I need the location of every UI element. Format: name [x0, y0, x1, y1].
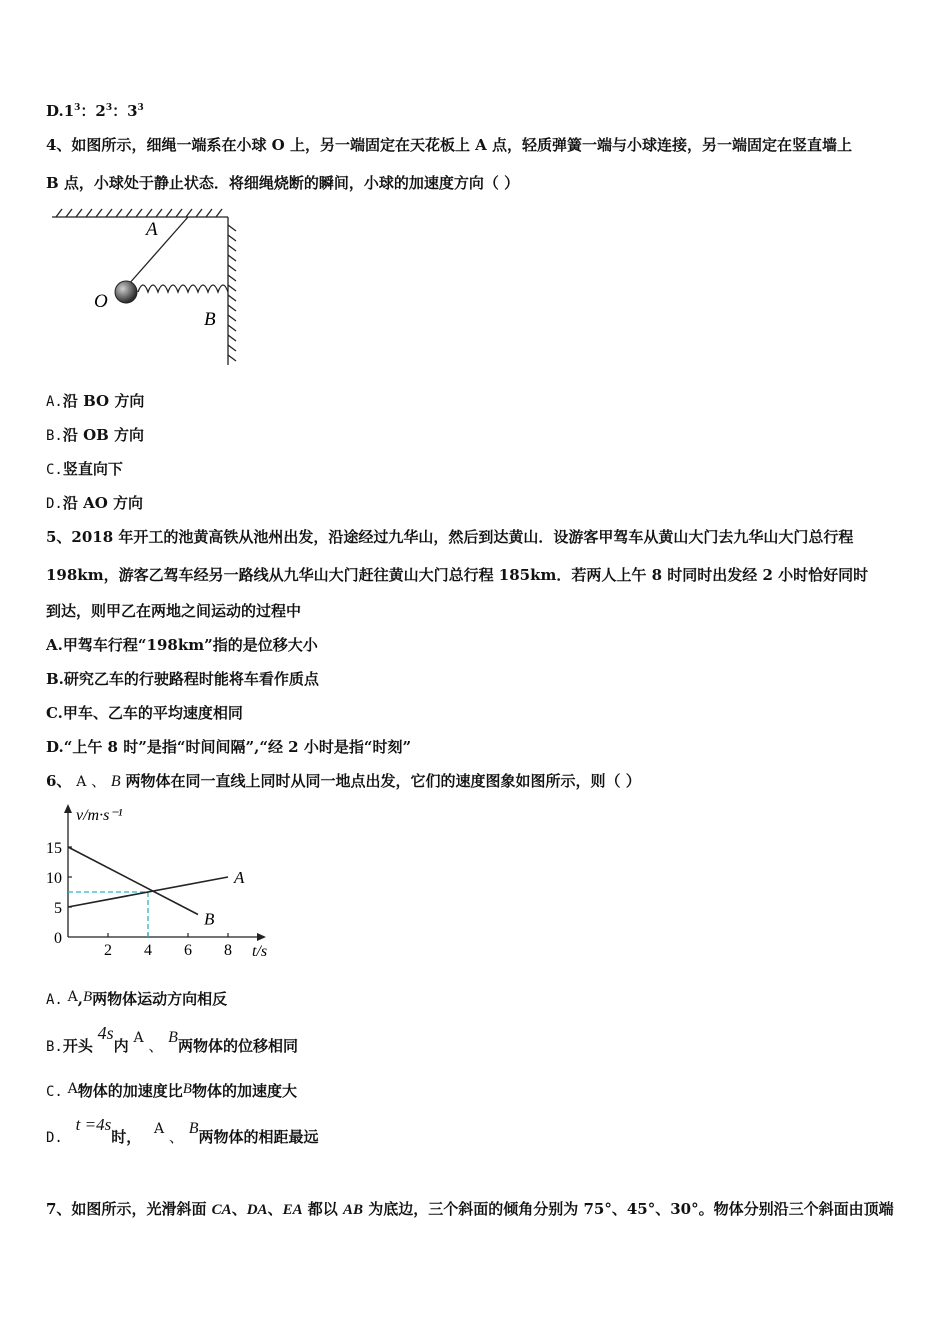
q5-stem-line1: 5、2018 年开工的池黄高铁从池州出发，沿途经过九华山，然后到达黄山．设游客甲驾车从黄山大门去九华山大门总行程	[46, 528, 854, 546]
option-text: 物体的加速度比	[77, 1082, 183, 1100]
object-a: A	[67, 989, 78, 1005]
option-text: 甲车、乙车的平均速度相同	[62, 704, 243, 722]
option-text: 开头	[62, 1037, 93, 1055]
separator: 、	[148, 1037, 164, 1055]
q5-option-a	[46, 635, 318, 655]
y-tick-label: 10	[46, 870, 62, 887]
q4-option-b	[46, 425, 144, 446]
q5-stem-line3: 到达，则甲乙在两地之间运动的过程中	[46, 602, 302, 620]
option-text: 甲驾车行程“198km”指的是位移大小	[62, 636, 318, 654]
series-line-b	[68, 847, 198, 915]
object-b: B	[83, 989, 93, 1005]
base: ：2	[80, 102, 106, 120]
axes	[68, 808, 262, 937]
separator: 、	[231, 1200, 247, 1218]
y-axis-arrow	[64, 804, 72, 813]
x-tick-label: 2	[104, 942, 112, 959]
separator: 、	[91, 772, 107, 790]
x-axis-arrow	[257, 933, 266, 941]
ceiling-hatch	[56, 209, 222, 217]
object-a: A	[154, 1121, 165, 1137]
segment-da: DA	[246, 1202, 268, 1218]
q6-stem	[46, 771, 641, 792]
stem-text: 7、如图所示，光滑斜面	[46, 1200, 212, 1218]
object-b: B	[110, 773, 121, 790]
option-text: “上午 8 时”是指“时间间隔”,“经 2 小时是指“时刻”	[63, 738, 412, 756]
q4-option-a	[46, 391, 144, 412]
option-text: 研究乙车的行驶路程时能将车看作质点	[63, 670, 319, 688]
option-letter: B.	[46, 428, 63, 444]
option-letter: D.	[46, 496, 63, 512]
option-text: 物体的加速度大	[191, 1082, 297, 1100]
option-text: 沿 AO 方向	[62, 494, 144, 512]
question-number: 6、	[46, 772, 72, 790]
y-tick-label: 0	[54, 930, 62, 947]
label-o: O	[94, 291, 108, 312]
x-tick-label: 8	[224, 942, 232, 959]
label-b: B	[204, 309, 216, 330]
base: ：3	[112, 102, 138, 120]
object-b: B	[188, 1120, 199, 1137]
option-letter: B.	[46, 1039, 63, 1055]
time-value: t =4s	[75, 1115, 112, 1134]
series-label-b: B	[204, 909, 215, 929]
segment-ab: AB	[343, 1202, 364, 1218]
separator: ,	[77, 990, 83, 1008]
option-letter: D.	[46, 102, 64, 120]
series-label-a: A	[234, 868, 245, 887]
exponent: 3	[74, 103, 81, 113]
q4-figure	[48, 205, 248, 365]
base: 1	[63, 102, 75, 120]
object-a: A	[76, 774, 87, 790]
option-text: 时，	[111, 1128, 142, 1146]
object-b: B	[168, 1029, 178, 1046]
option-letter: B.	[46, 670, 64, 688]
y-tick-label: 5	[54, 900, 62, 917]
ball	[115, 281, 137, 303]
stem-text: 为底边，三个斜面的倾角分别为 75°、45°、30°。物体分别沿三个斜面由顶端	[363, 1200, 894, 1218]
option-letter: D.	[46, 1130, 63, 1146]
option-text: 两物体的位移相同	[177, 1037, 298, 1055]
option-text: 竖直向下	[62, 460, 123, 478]
time-value: 4s	[97, 1023, 114, 1043]
option-text: 沿 OB 方向	[62, 426, 145, 444]
q5-option-c	[46, 703, 243, 723]
exponent: 3	[137, 103, 144, 113]
q6-option-b	[46, 1023, 298, 1057]
x-axis-label: t/s	[252, 943, 268, 960]
segment-ea: EA	[282, 1202, 303, 1218]
object-b: B	[182, 1081, 192, 1097]
exponent: 3	[105, 103, 113, 113]
q7-stem	[46, 1199, 894, 1220]
y-tick-label: 15	[46, 840, 62, 857]
option-letter: A.	[46, 394, 63, 410]
option-text: 两物体的相距最远	[198, 1128, 319, 1146]
segment-ca: CA	[211, 1202, 232, 1218]
option-letter: C.	[46, 462, 63, 478]
stem-text: 都以	[302, 1200, 344, 1218]
q6-option-c	[46, 1081, 297, 1102]
option-letter: A.	[46, 636, 63, 654]
q5-option-b	[46, 669, 319, 689]
spring	[138, 285, 228, 292]
separator: 、	[267, 1200, 283, 1218]
option-letter: A.	[46, 992, 63, 1008]
object-a: A	[67, 1081, 78, 1097]
vt-chart	[40, 800, 280, 960]
q3-option-d	[46, 101, 144, 121]
option-letter: C.	[46, 704, 63, 722]
q4-stem-line1: 4、如图所示，细绳一端系在小球 O 上，另一端固定在天花板上 A 点，轻质弹簧一端与小球连接，另一端固定在竖直墙上	[46, 136, 853, 154]
q4-option-d	[46, 493, 143, 514]
q5-option-d	[46, 737, 411, 757]
q5-stem-line2: 198km，游客乙驾车经另一路线从九华山大门赶往黄山大门总行程 185km．若两人上午 8 时同时出发经 2 小时恰好同时	[46, 566, 869, 584]
label-a: A	[146, 219, 158, 240]
q6-option-a	[46, 989, 227, 1010]
x-tick-label: 6	[184, 942, 192, 959]
q4-stem-line2: B 点，小球处于静止状态．将细绳烧断的瞬间，小球的加速度方向（ ）	[46, 174, 520, 192]
option-letter: C.	[46, 1084, 63, 1100]
q6-option-d	[46, 1115, 319, 1148]
separator: 、	[168, 1128, 184, 1146]
stem-text: 两物体在同一直线上同时从同一地点出发，它们的速度图象如图所示，则（ ）	[125, 772, 641, 790]
x-tick-label: 4	[144, 942, 152, 959]
option-letter: D.	[46, 738, 64, 756]
option-text: 沿 BO 方向	[62, 392, 145, 410]
y-axis-label: v/m·s⁻¹	[76, 807, 123, 824]
option-text: 内	[113, 1037, 129, 1055]
q4-option-c	[46, 459, 123, 480]
series	[68, 847, 245, 929]
wall-hatch	[228, 225, 236, 361]
rope	[128, 217, 188, 285]
option-text: 两物体运动方向相反	[92, 990, 228, 1008]
object-a: A	[133, 1030, 144, 1046]
